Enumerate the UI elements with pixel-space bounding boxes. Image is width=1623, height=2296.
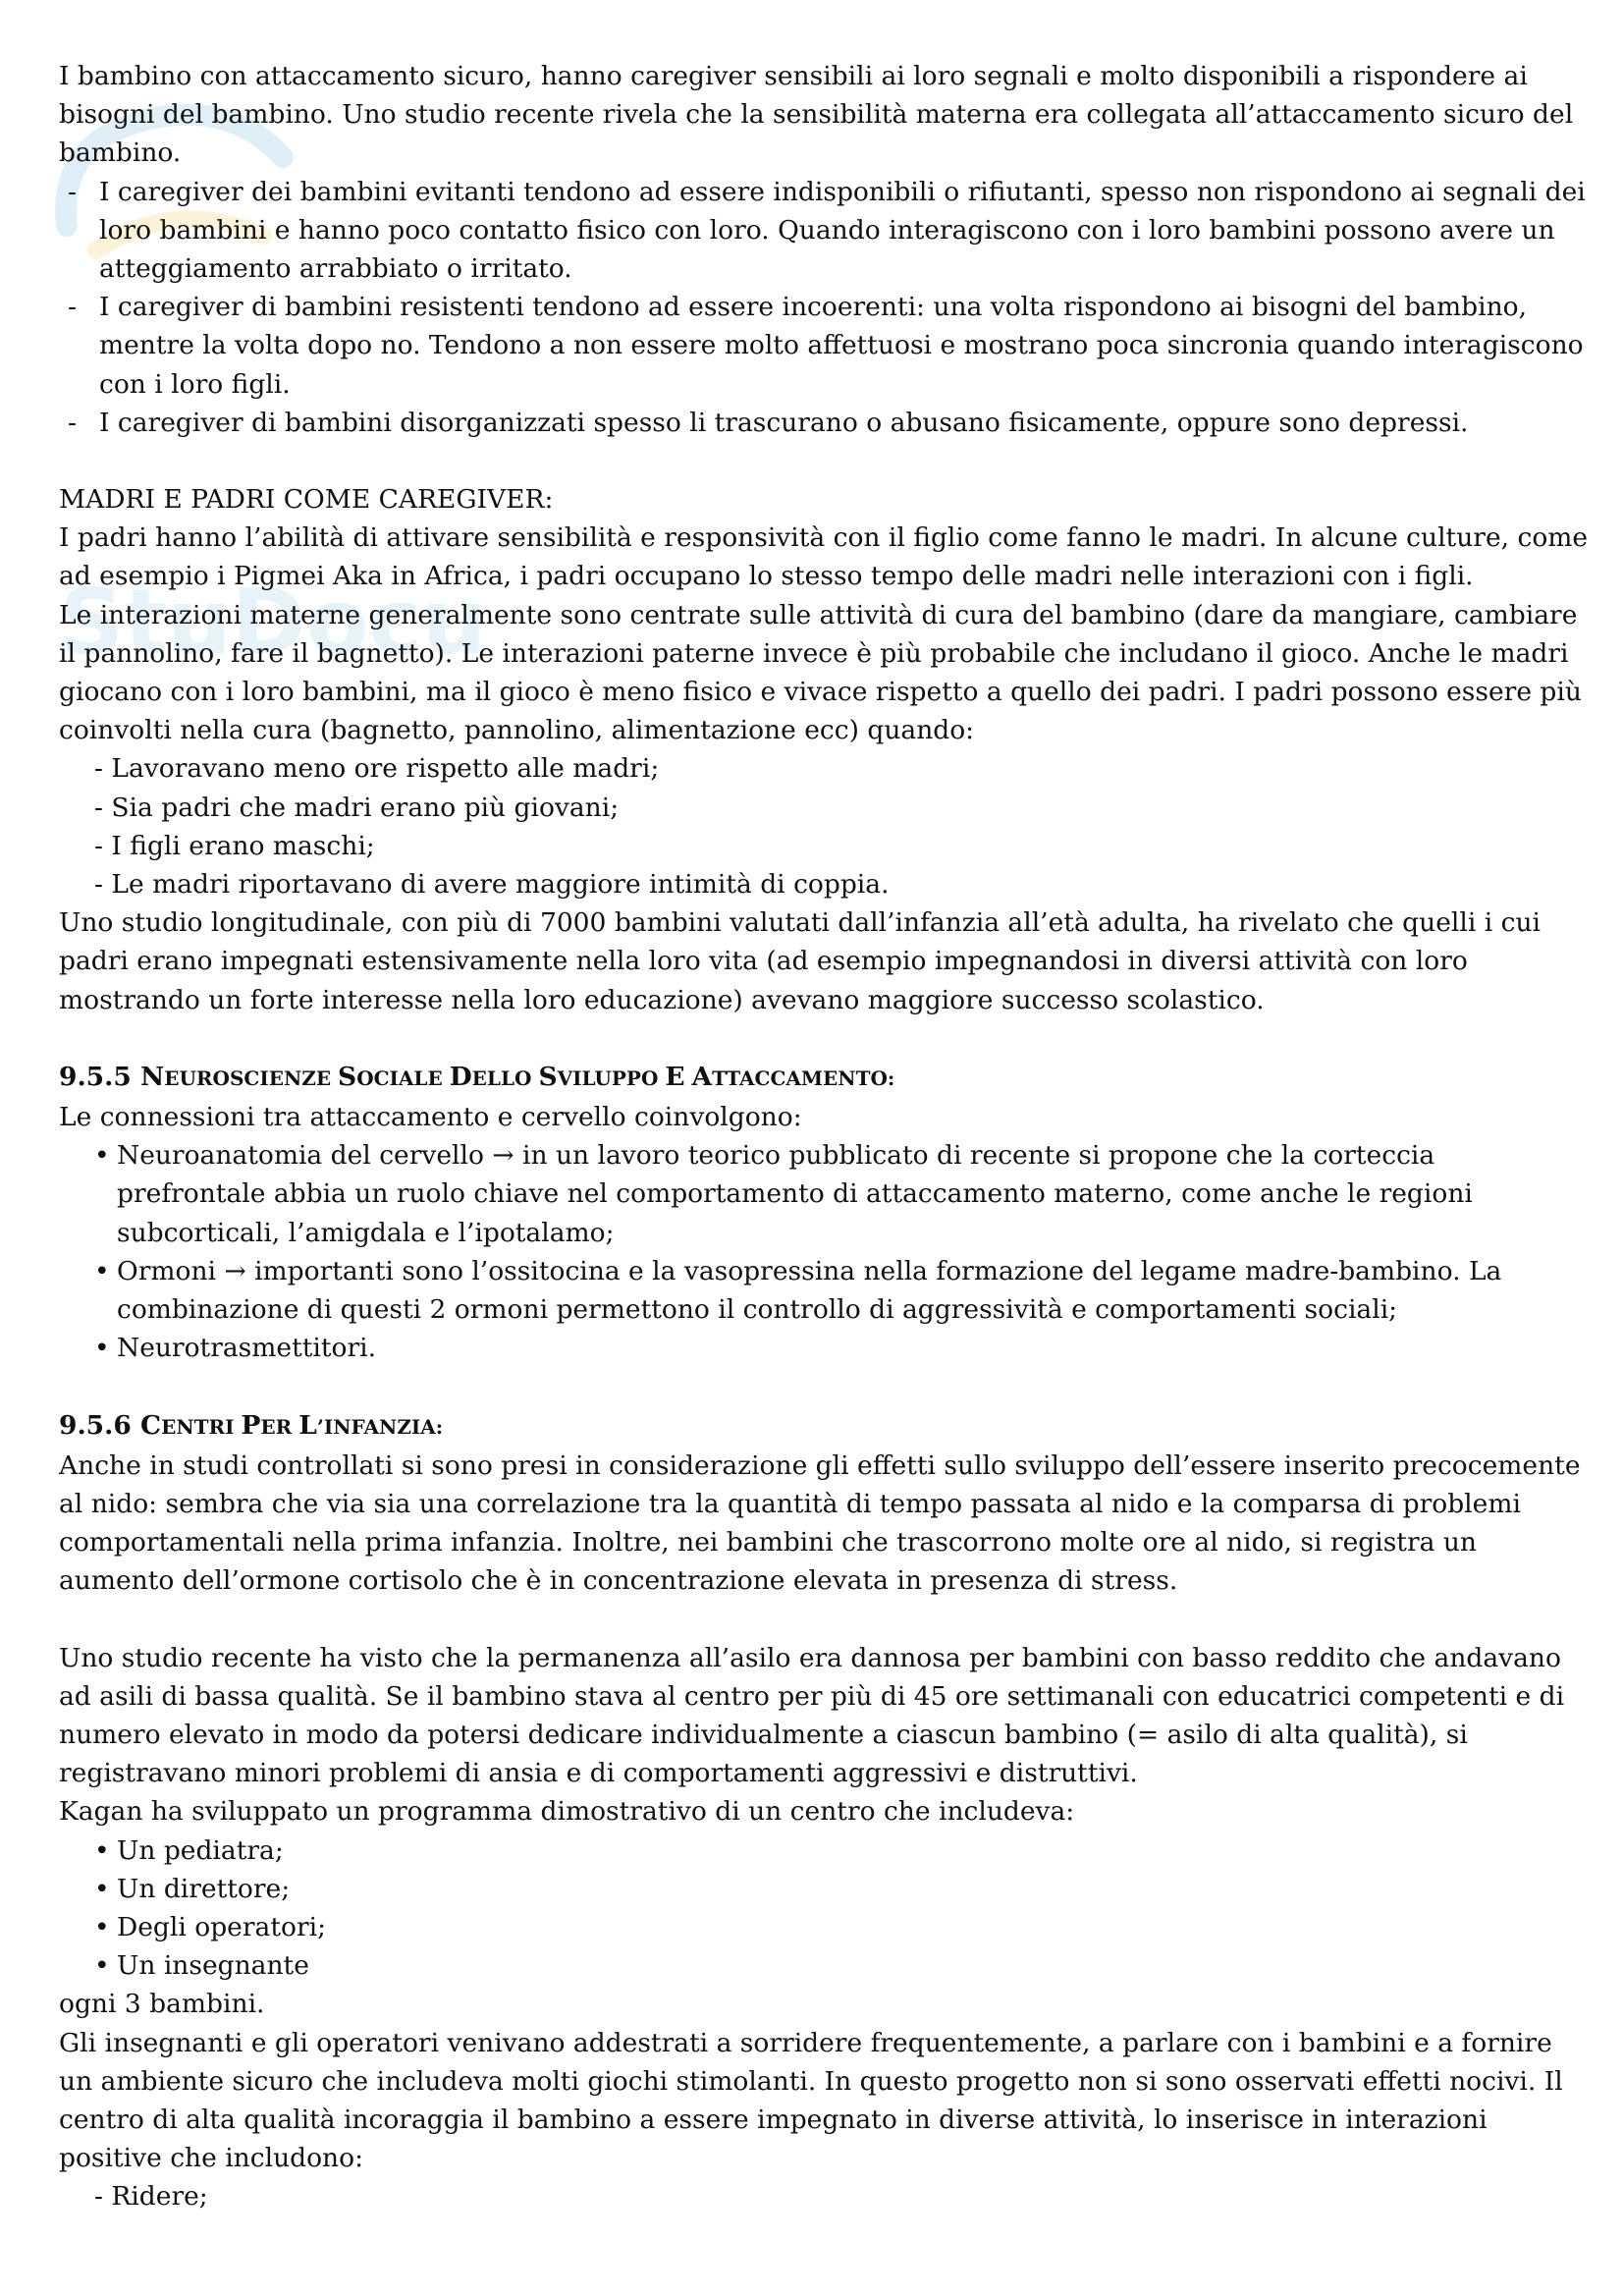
bullet-icon: •	[94, 1333, 110, 1364]
bullet-icon: •	[94, 1834, 110, 1866]
dash-item: - I caregiver dei bambini evitanti tendono ad essere indisponibili o rifiutanti, spesso non rispondono ai segnali dei loro bambini e hanno poco contatto fisico con loro. Quando interagiscono con i loro bambini possono avere un atteggiamento arrabbiato o irritato.	[59, 173, 1591, 289]
paragraph: Kagan ha sviluppato un programma dimostrativo di un centro che includeva:	[59, 1796, 1075, 1828]
bullet-item: • Neuroanatomia del cervello → in un lavoro teorico pubblicato di recente si propone che la corteccia prefrontale abbia un ruolo chiave nel comportamento di attaccamento materno, come anche le regioni subcorticali, l’amigdala e l’ipotalamo;	[59, 1136, 1591, 1252]
list-item: - Lavoravano meno ore rispetto alle madri;	[94, 753, 660, 785]
section-heading-9-5-5: 9.5.5 NEUROSCIENZE SOCIALE DELLO SVILUPPO E ATTACCAMENTO:	[59, 1061, 895, 1092]
svg-text:StuDocu: StuDocu	[59, 570, 487, 675]
bullet-icon: •	[94, 1911, 110, 1942]
bullet-item: • Un direttore;	[59, 1870, 1591, 1908]
bullet-item: • Neurotrasmettitori.	[59, 1329, 1591, 1367]
list-item: - Sia padri che madri erano più giovani;	[94, 792, 620, 823]
paragraph: I padri hanno l’abilità di attivare sensibilità e responsività con il figlio come fanno le madri. In alcune culture, come ad esempio i Pigmei Aka in Africa, i padri occupano lo stesso tempo delle madri nelle interazioni con i figli.	[59, 522, 1589, 592]
paragraph: Le interazioni materne generalmente sono centrate sulle attività di cura del bambino (dare da mangiare, cambiare il pannolino, fare il bagnetto). Le interazioni paterne invece è più probabile che includano il gioco. Anche le madri giocano con i loro bambini, ma il gioco è meno fisico e vivace rispetto a quello dei padri. I padri possono essere più coinvolti nella cura (bagnetto, pannolino, alimentazione ecc) quando:	[59, 599, 1582, 746]
paragraph: Gli insegnanti e gli operatori venivano addestrati a sorridere frequentemente, a parlare con i bambini e a fornire un ambiente sicuro che includeva molti giochi stimolanti. In questo progetto non si sono osservati effetti nocivi. Il centro di alta qualità incoraggia il bambino a essere impegnato in diverse attività, lo inserisce in interazioni positive che includono:	[59, 2027, 1563, 2174]
section-heading-9-5-6: 9.5.6 CENTRI PER L’INFANZIA:	[59, 1409, 444, 1441]
bullet-item: • Ormoni → importanti sono l’ossitocina e la vasopressina nella formazione del legame madre-bambino. La combinazione di questi 2 ormoni permettono il controllo di aggressività e comportamenti sociali;	[59, 1252, 1591, 1329]
intro-paragraph: I bambino con attaccamento sicuro, hanno caregiver sensibili ai loro segnali e molto disponibili a rispondere ai bisogni del bambino. Uno studio recente rivela che la sensibilità materna era collegata all’attaccamento sicuro del bambino.	[59, 61, 1574, 169]
paragraph: ogni 3 bambini.	[59, 1989, 265, 2020]
list-item: - I figli erano maschi;	[94, 830, 375, 861]
bullet-icon: •	[94, 1140, 110, 1172]
bullet-icon: •	[94, 1950, 110, 1982]
bullet-item: • Un insegnante	[59, 1946, 1591, 1985]
dash-item: - I caregiver di bambini disorganizzati spesso li trascurano o abusano fisicamente, oppure sono depressi.	[59, 404, 1591, 442]
document-page	[59, 57, 1591, 2216]
paragraph: Uno studio recente ha visto che la permanenza all’asilo era dannosa per bambini con basso reddito che andavano ad asili di bassa qualità. Se il bambino stava al centro per più di 45 ore settimanali con educatrici competenti e di numero elevato in modo da potersi dedicare individualmente a ciascun bambino (= asilo di alta qualità), si registravano minori problemi di ansia e di comportamenti aggressivi e distruttivi.	[59, 1642, 1565, 1789]
paragraph: Uno studio longitudinale, con più di 7000 bambini valutati dall’infanzia all’età adulta, ha rivelato che quelli i cui padri erano impegnati estensivamente nella loro vita (ad esempio impegnandosi in diversi attività con loro mostrando un forte interesse nella loro educazione) avevano maggiore successo scolastico.	[59, 907, 1542, 1015]
bullet-icon: •	[94, 1873, 110, 1904]
list-item: - Le madri riportavano di avere maggiore intimità di coppia.	[94, 869, 890, 901]
paragraph: Anche in studi controllati si sono presi in considerazione gli effetti sullo sviluppo dell’essere inserito precocemente al nido: sembra che via sia una correlazione tra la quantità di tempo passata al nido e la comparsa di problemi comportamentali nella prima infanzia. Inoltre, nei bambini che trascorrono molte ore al nido, si registra un aumento dell’ormone cortisolo che è in concentrazione elevata in presenza di stress.	[59, 1449, 1581, 1597]
section-heading-madri-padri: MADRI E PADRI COME CAREGIVER:	[59, 484, 554, 516]
paragraph: Le connessioni tra attaccamento e cervello coinvolgono:	[59, 1102, 802, 1133]
bullet-item: • Degli operatori;	[59, 1908, 1591, 1946]
dash-item: - I caregiver di bambini resistenti tendono ad essere incoerenti: una volta rispondono ai bisogni del bambino, mentre la volta dopo no. Tendono a non essere molto affettuosi e mostrano poca sincronia quando interagiscono con i loro figli.	[59, 288, 1591, 404]
section-title: CENTRI PER L’INFANZIA:	[140, 1409, 444, 1441]
bullet-item: • Un pediatra;	[59, 1831, 1591, 1870]
bullet-icon: •	[94, 1255, 110, 1286]
list-item: - Ridere;	[94, 2181, 208, 2213]
section-title: NEUROSCIENZE SOCIALE DELLO SVILUPPO E ATTACCAMENTO:	[140, 1061, 895, 1092]
